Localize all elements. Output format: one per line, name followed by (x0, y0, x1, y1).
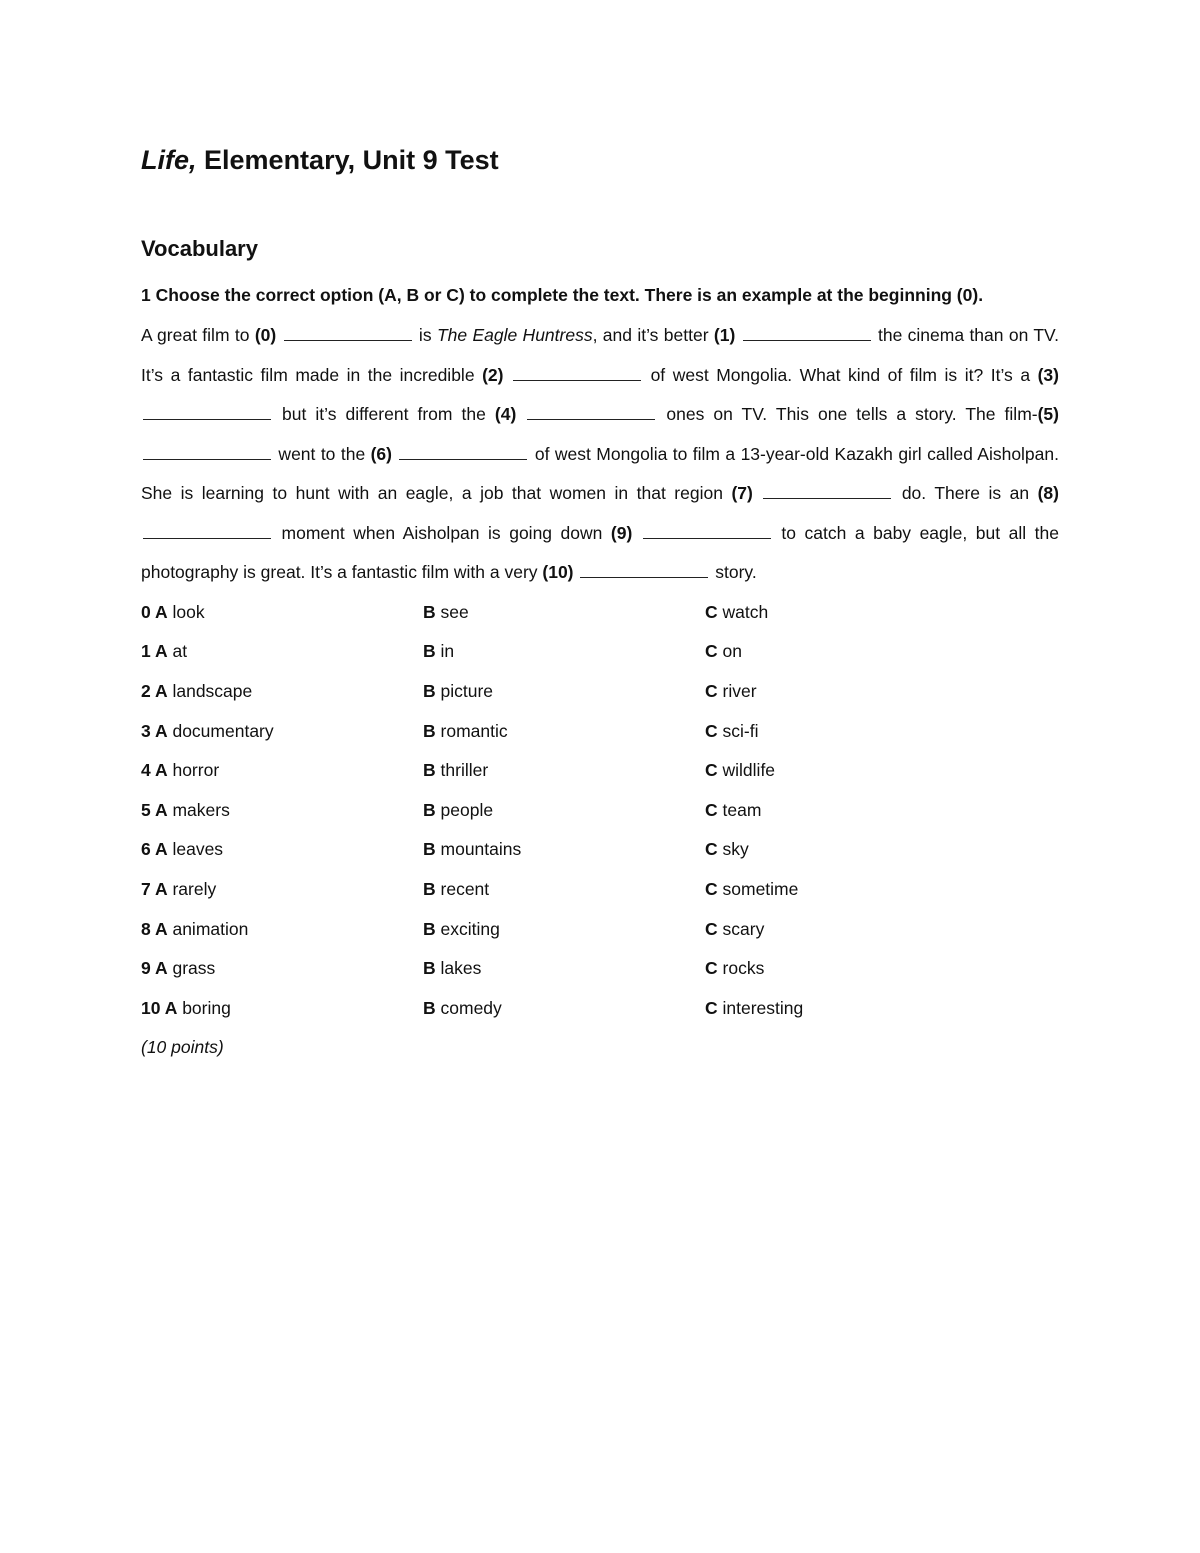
letter-label: C (705, 918, 718, 939)
option-b (423, 919, 705, 940)
letter-label: A (154, 918, 168, 939)
option-c (705, 760, 987, 781)
option-text: comedy (440, 997, 502, 1018)
option-letter (141, 958, 168, 978)
passage-text: moment when Aisholpan is going down (273, 522, 611, 543)
option-text: wildlife (722, 760, 776, 781)
option-letter (423, 800, 436, 820)
option-b (423, 760, 705, 781)
option-text: team (722, 799, 762, 820)
letter-label: B (423, 958, 436, 979)
letter-label: B (423, 760, 436, 781)
gap-number: (5) (1037, 404, 1059, 424)
option-number: 8 (141, 918, 151, 939)
passage-text: the cinema than on TV. It’s a fantastic film made in the incredible (141, 325, 1059, 385)
passage-text: but it’s different from the (273, 404, 495, 424)
option-c (705, 721, 987, 742)
option-a (141, 721, 423, 742)
option-letter (705, 919, 718, 939)
option-letter (423, 681, 436, 701)
letter-label: C (705, 760, 718, 781)
option-row (141, 949, 1059, 989)
option-letter (141, 800, 168, 820)
option-text: lakes (440, 958, 482, 979)
option-c (705, 602, 987, 623)
gap-blank (143, 458, 271, 460)
option-letter (705, 760, 718, 780)
option-c (705, 958, 987, 979)
option-text: at (172, 641, 188, 662)
option-b (423, 800, 705, 821)
option-b (423, 958, 705, 979)
option-letter (705, 602, 718, 622)
gap-blank (284, 339, 412, 341)
passage-text: , and it’s better (592, 325, 714, 345)
option-text: horror (172, 760, 220, 781)
letter-label: C (705, 997, 718, 1018)
letter-label: C (705, 720, 718, 741)
option-text: see (440, 601, 469, 622)
option-text: on (722, 641, 742, 662)
points-note: (10 points) (141, 1037, 224, 1058)
option-number: 2 (141, 680, 151, 701)
option-text: makers (172, 799, 230, 820)
option-letter (423, 919, 436, 939)
gap-blank (763, 497, 891, 499)
option-b (423, 839, 705, 860)
gap-number: (1) (713, 325, 736, 345)
option-text: river (722, 680, 757, 701)
gap-number: (0) (254, 325, 277, 345)
film-title: The Eagle Huntress (436, 325, 593, 345)
option-c (705, 839, 987, 860)
option-b (423, 879, 705, 900)
letter-label: B (423, 839, 436, 860)
option-text: animation (172, 918, 249, 939)
letter-label: C (705, 839, 718, 860)
option-c (705, 800, 987, 821)
letter-label: A (154, 601, 168, 622)
option-a (141, 760, 423, 781)
option-letter (705, 839, 718, 859)
option-a (141, 998, 423, 1019)
option-text: documentary (172, 720, 274, 741)
option-row (141, 751, 1059, 791)
option-number: 9 (141, 958, 151, 979)
option-b (423, 721, 705, 742)
option-letter (705, 641, 718, 661)
option-text: sci-fi (722, 720, 759, 741)
option-text: exciting (440, 918, 500, 939)
option-text: landscape (172, 680, 253, 701)
document-page (141, 140, 1059, 1067)
option-row (141, 711, 1059, 751)
option-b (423, 998, 705, 1019)
option-a (141, 800, 423, 821)
passage-text: A great film to (141, 325, 255, 345)
option-number: 3 (141, 720, 151, 741)
option-row (141, 672, 1059, 712)
option-c (705, 879, 987, 900)
option-text: thriller (440, 760, 489, 781)
option-text: grass (172, 958, 216, 979)
option-row (141, 909, 1059, 949)
passage-text: story. (710, 562, 757, 582)
option-text: mountains (440, 839, 522, 860)
letter-label: B (423, 641, 436, 662)
passage-text: of west Mongolia. What kind of film is it? It’s a (643, 364, 1038, 385)
letter-label: B (423, 720, 436, 741)
letter-label: C (705, 878, 718, 899)
option-text: rocks (722, 958, 765, 979)
gap-blank (143, 537, 271, 539)
option-text: people (440, 799, 494, 820)
passage-text: ones on TV. This one tells a story. The film- (657, 404, 1038, 424)
letter-label: B (423, 997, 436, 1018)
passage-text: to catch a baby eagle, but all the photography is great. It’s a fantastic film with a very (141, 522, 1059, 582)
letter-label: B (423, 878, 436, 899)
gap-blank (143, 418, 271, 420)
option-text: sky (722, 839, 749, 860)
option-text: scary (722, 918, 765, 939)
letter-label: B (423, 918, 436, 939)
letter-label: A (154, 680, 168, 701)
page-title (141, 140, 1059, 180)
option-a (141, 602, 423, 623)
letter-label: A (154, 958, 168, 979)
option-number: 4 (141, 760, 151, 781)
option-letter (423, 641, 436, 661)
letter-label: B (423, 799, 436, 820)
option-a (141, 879, 423, 900)
option-text: boring (182, 997, 231, 1018)
option-letter (141, 760, 168, 780)
option-letter (705, 998, 718, 1018)
option-a (141, 641, 423, 662)
gap-blank (643, 537, 771, 539)
option-letter (423, 721, 436, 741)
option-a (141, 681, 423, 702)
option-number: 1 (141, 641, 151, 662)
gap-number: (9) (610, 522, 633, 543)
option-letter (705, 879, 718, 899)
letter-label: C (705, 958, 718, 979)
option-letter (705, 721, 718, 741)
option-letter (423, 958, 436, 978)
option-a (141, 958, 423, 979)
option-row (141, 593, 1059, 633)
gap-number: (3) (1037, 364, 1059, 385)
option-number: 7 (141, 878, 151, 899)
option-c (705, 919, 987, 940)
letter-label: C (705, 680, 718, 701)
option-text: romantic (440, 720, 508, 741)
passage-text: do. There is an (893, 483, 1038, 503)
option-letter (705, 958, 718, 978)
option-c (705, 998, 987, 1019)
option-a (141, 919, 423, 940)
option-c (705, 681, 987, 702)
option-text: picture (440, 680, 494, 701)
option-text: look (172, 601, 205, 622)
option-b (423, 602, 705, 623)
passage-text: is (413, 325, 437, 345)
gap-number: (8) (1037, 483, 1059, 503)
letter-label: B (423, 601, 436, 622)
gap-number: (6) (370, 443, 392, 464)
letter-label: A (154, 878, 168, 899)
option-number: 6 (141, 839, 151, 860)
option-letter (141, 919, 168, 939)
option-b (423, 641, 705, 662)
options-list (141, 593, 1059, 1029)
letter-label: A (154, 720, 168, 741)
option-letter (423, 879, 436, 899)
gap-number: (7) (731, 483, 753, 503)
letter-label: C (705, 799, 718, 820)
option-letter (423, 839, 436, 859)
option-text: rarely (172, 878, 217, 899)
gap-blank (580, 576, 708, 578)
option-text: in (440, 641, 455, 662)
letter-label: A (154, 799, 168, 820)
exercise-instruction: 1 Choose the correct option (A, B or C) to complete the text. There is an example at the beginning (0). (141, 285, 984, 305)
option-number: 0 (141, 601, 151, 622)
option-number: 10 (141, 997, 161, 1018)
option-letter (141, 998, 177, 1018)
option-c (705, 641, 987, 662)
option-letter (705, 681, 718, 701)
option-a (141, 839, 423, 860)
option-text: watch (722, 601, 769, 622)
gap-blank (399, 458, 527, 460)
option-text: sometime (722, 878, 799, 899)
option-letter (423, 760, 436, 780)
gap-number: (2) (482, 364, 504, 385)
option-letter (141, 681, 168, 701)
option-text: leaves (172, 839, 224, 860)
passage-text: went to the (273, 443, 371, 464)
letter-label: B (423, 680, 436, 701)
letter-label: A (154, 760, 168, 781)
letter-label: A (164, 997, 178, 1018)
letter-label: C (705, 601, 718, 622)
passage-text: of west Mongolia to film a 13-year-old Kazakh girl called Aisholpan. She is learning to hunt with an eagle, a job that women in that region (141, 443, 1059, 503)
option-letter (141, 879, 168, 899)
gap-blank (513, 379, 641, 381)
letter-label: A (154, 641, 168, 662)
gap-blank (527, 418, 655, 420)
gap-fill-passage (141, 316, 1059, 593)
option-row (141, 988, 1059, 1028)
option-letter (705, 800, 718, 820)
letter-label: C (705, 641, 718, 662)
option-row (141, 870, 1059, 910)
section-heading: Vocabulary (141, 236, 258, 261)
gap-blank (743, 339, 871, 341)
option-text: recent (440, 878, 490, 899)
letter-label: A (154, 839, 168, 860)
option-letter (141, 721, 168, 741)
title-unit: Elementary, Unit 9 Test (196, 145, 499, 175)
option-row (141, 632, 1059, 672)
option-row (141, 830, 1059, 870)
title-book-name: Life, (141, 145, 197, 175)
option-letter (141, 602, 168, 622)
option-row (141, 790, 1059, 830)
option-letter (141, 641, 168, 661)
gap-number: (4) (494, 404, 517, 424)
option-number: 5 (141, 799, 151, 820)
option-letter (423, 602, 436, 622)
option-letter (141, 839, 168, 859)
option-text: interesting (722, 997, 804, 1018)
gap-number: (10) (542, 562, 574, 582)
option-letter (423, 998, 436, 1018)
option-b (423, 681, 705, 702)
